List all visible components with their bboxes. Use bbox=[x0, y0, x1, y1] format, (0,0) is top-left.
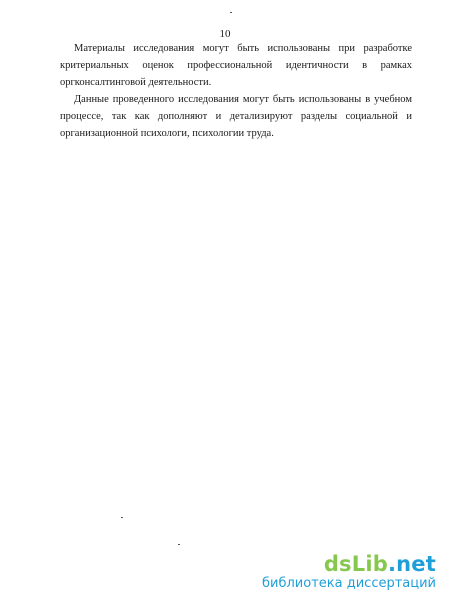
scan-speck bbox=[178, 544, 180, 545]
document-body bbox=[60, 40, 412, 142]
paragraph-usage-education: Данные проведенного исследования могут быть использованы в учебном процессе, так как дополняют и детализируют разделы социальной и организационной психологи, психологии труда. bbox=[60, 94, 412, 139]
scan-speck bbox=[230, 12, 232, 13]
paragraph-usage-evaluation: Материалы исследования могут быть использованы при разработке критериальных оценок профессиональной идентичности в рамках оргконсалтинговой деятельности. bbox=[60, 43, 412, 88]
dslib-watermark bbox=[262, 552, 436, 592]
watermark-logo bbox=[262, 552, 436, 576]
scan-speck bbox=[121, 517, 123, 518]
watermark-logo-part-a: dsLib bbox=[323, 552, 388, 576]
watermark-caption: библиотека диссертаций bbox=[262, 576, 436, 591]
watermark-logo-part-b: .net bbox=[387, 552, 436, 576]
page-number: 10 bbox=[219, 28, 231, 40]
